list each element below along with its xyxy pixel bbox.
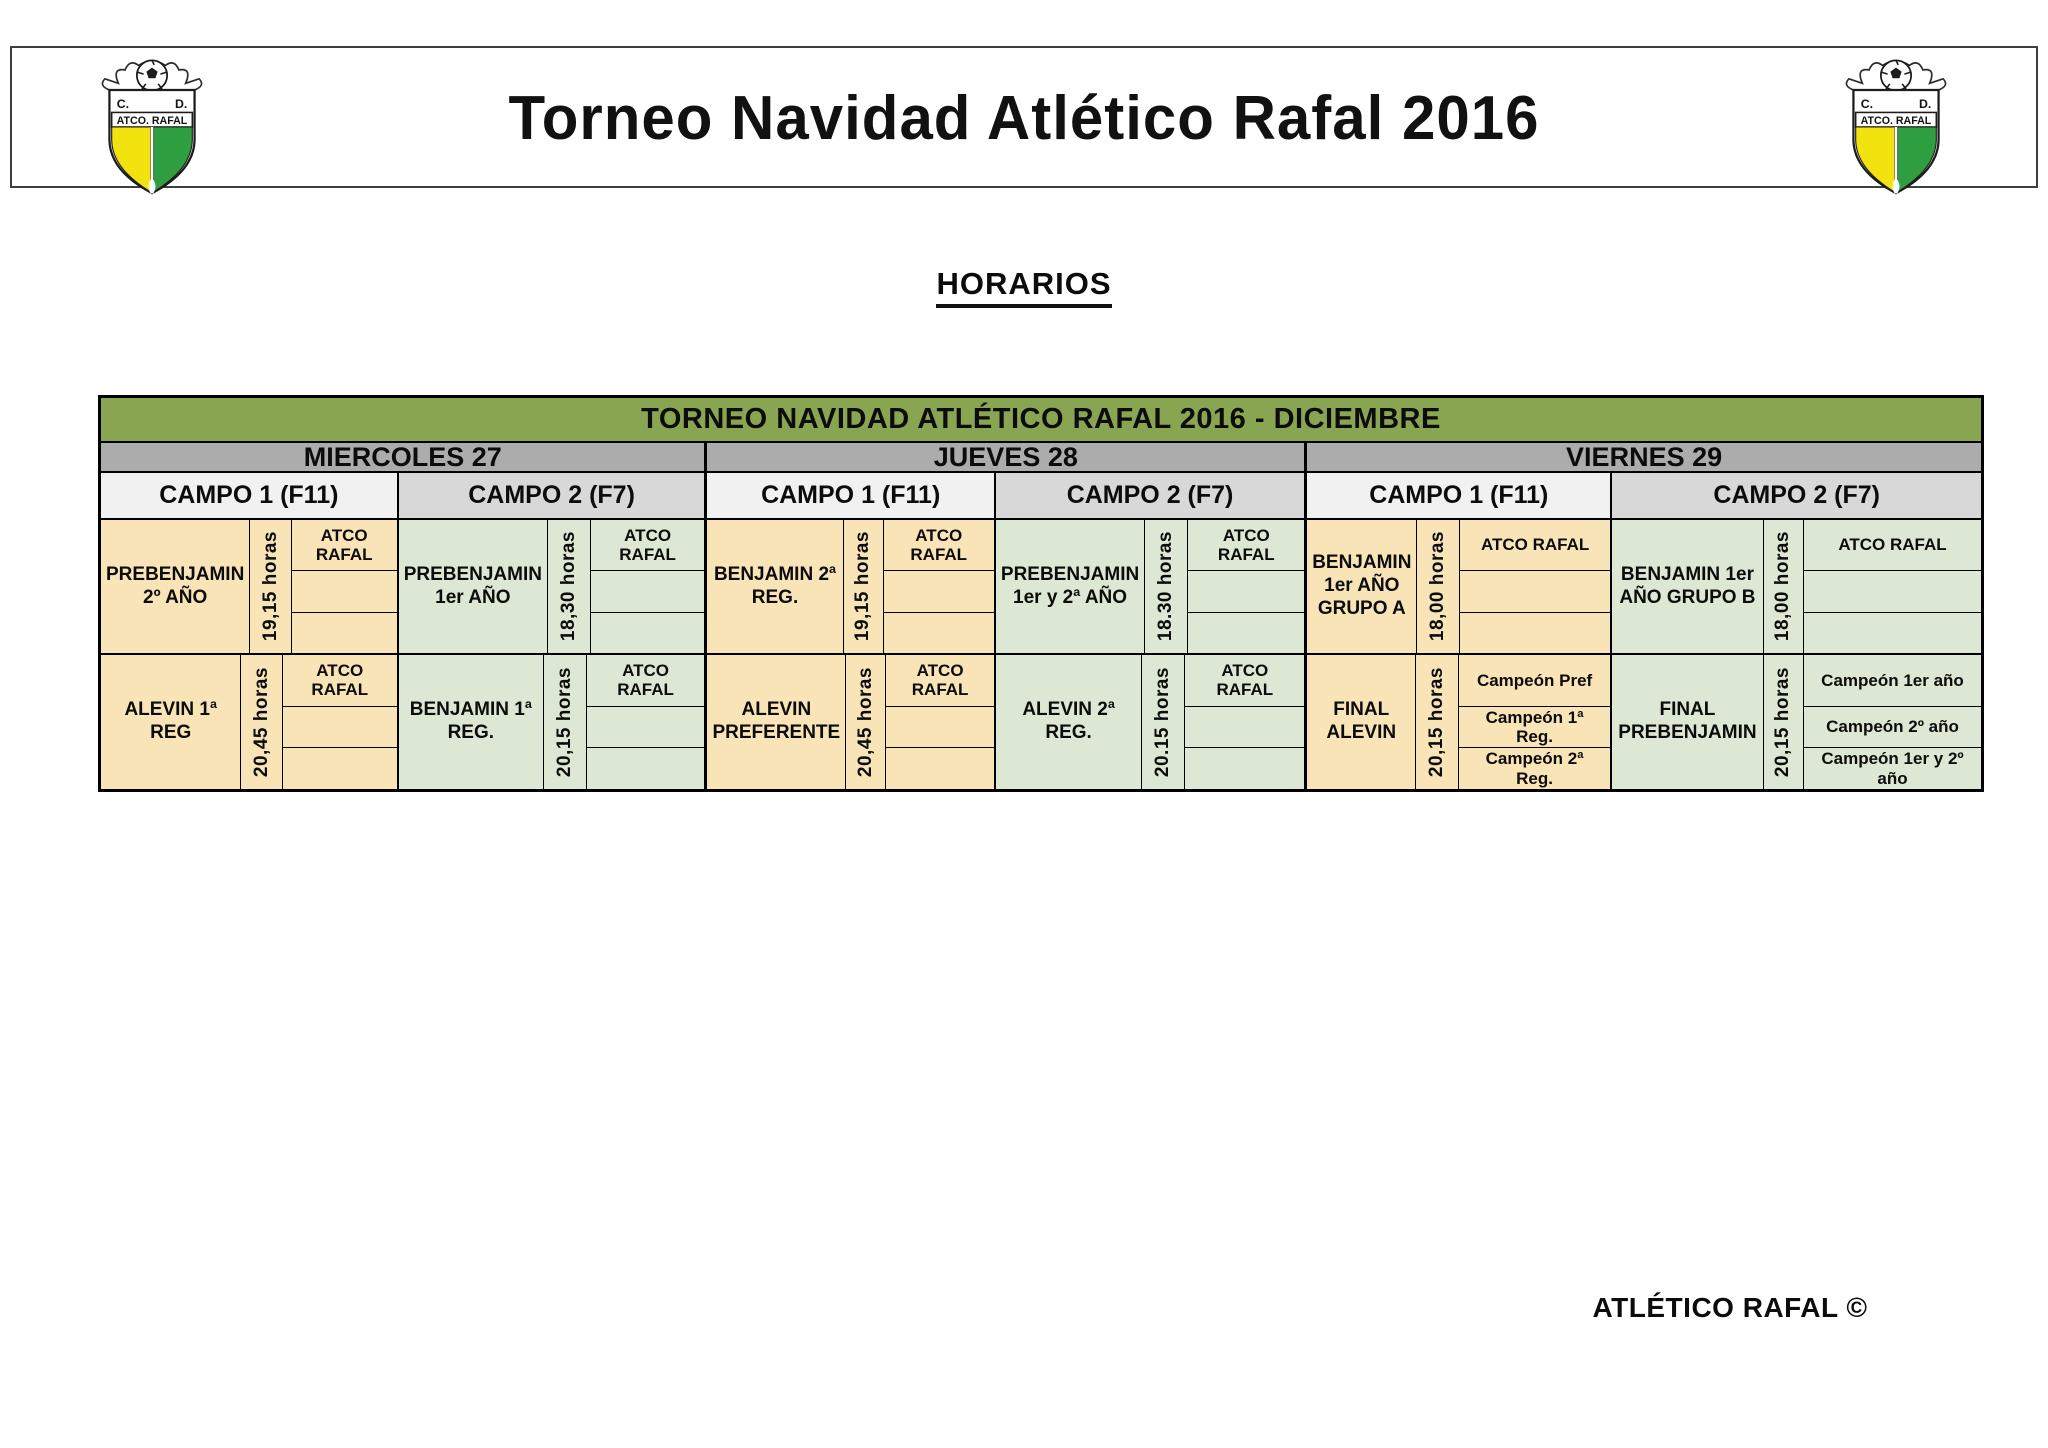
team-slot: ATCO RAFAL <box>1804 520 1981 571</box>
campo-1-block <box>1307 473 1610 789</box>
team-slot <box>1188 613 1304 653</box>
day-column-miercoles <box>101 443 704 789</box>
time-cell: 20,15 horas <box>1764 655 1805 789</box>
team-slot <box>587 748 705 789</box>
team-slot: ATCO RAFAL <box>591 520 705 571</box>
team-slot <box>884 613 994 653</box>
team-slot: ATCO RAFAL <box>1185 655 1304 707</box>
time-cell: 20.15 horas <box>1142 655 1185 789</box>
category-cell: BENJAMIN 1er AÑO GRUPO B <box>1612 520 1763 653</box>
section-heading-wrap <box>0 266 2048 308</box>
campo-2-block <box>994 473 1304 789</box>
crest-letter-c: C. <box>1860 96 1874 111</box>
team-slot <box>587 707 705 749</box>
team-slot <box>1804 571 1981 612</box>
team-slot: Campeón 1er año <box>1804 655 1981 707</box>
category-cell: BENJAMIN 2ª REG. <box>707 520 843 653</box>
team-slot: Campeón 2º año <box>1804 707 1981 749</box>
team-slot: ATCO RAFAL <box>1188 520 1304 571</box>
team-slot <box>292 613 397 653</box>
time-cell: 18.30 horas <box>1145 520 1188 653</box>
campo-1-block <box>101 473 397 789</box>
crest-letter-d: D. <box>1918 96 1932 111</box>
campo-2-block <box>397 473 705 789</box>
team-slot: ATCO RAFAL <box>884 520 994 571</box>
crest-banner-text: ATCO. RAFAL <box>1860 115 1932 128</box>
team-slot <box>591 571 705 612</box>
team-slot: ATCO RAFAL <box>283 655 397 707</box>
category-cell: FINAL PREBENJAMIN <box>1612 655 1763 789</box>
category-cell: BENJAMIN 1ª REG. <box>399 655 544 789</box>
team-slot <box>884 571 994 612</box>
campo-1-block <box>707 473 993 789</box>
time-cell: 18,30 horas <box>548 520 591 653</box>
category-cell: PREBENJAMIN 2º AÑO <box>101 520 250 653</box>
category-cell: ALEVIN PREFERENTE <box>707 655 846 789</box>
team-slot <box>283 707 397 749</box>
campo-header: CAMPO 1 (F11) <box>101 473 397 520</box>
day-column-jueves <box>704 443 1304 789</box>
team-slot <box>591 613 705 653</box>
campo-header: CAMPO 2 (F7) <box>996 473 1304 520</box>
day-column-viernes <box>1304 443 1981 789</box>
category-cell: PREBENJAMIN 1er y 2ª AÑO <box>996 520 1145 653</box>
schedule-table <box>98 395 1984 792</box>
table-title-bar: TORNEO NAVIDAD ATLÉTICO RAFAL 2016 - DICIEMBRE <box>101 398 1981 443</box>
team-slot: ATCO RAFAL <box>886 655 994 707</box>
time-cell: 18,00 horas <box>1417 520 1459 653</box>
time-cell: 19,15 horas <box>250 520 291 653</box>
category-cell: BENJAMIN 1er AÑO GRUPO A <box>1307 520 1417 653</box>
campo-header: CAMPO 2 (F7) <box>1612 473 1981 520</box>
campo-header: CAMPO 1 (F11) <box>1307 473 1610 520</box>
category-cell: FINAL ALEVIN <box>1307 655 1416 789</box>
team-slot: ATCO RAFAL <box>292 520 397 571</box>
day-header: JUEVES 28 <box>707 443 1304 473</box>
campo-header: CAMPO 2 (F7) <box>399 473 705 520</box>
crest-banner-text: ATCO. RAFAL <box>116 115 188 128</box>
time-cell: 19,15 horas <box>844 520 884 653</box>
time-cell: 18,00 horas <box>1764 520 1805 653</box>
team-slot: ATCO RAFAL <box>1460 520 1611 571</box>
time-cell: 20,15 horas <box>544 655 587 789</box>
day-header: VIERNES 29 <box>1307 443 1981 473</box>
team-slot <box>1460 571 1611 612</box>
team-slot: ATCO RAFAL <box>587 655 705 707</box>
schedule-heading: HORARIOS <box>936 266 1111 308</box>
team-slot <box>1188 571 1304 612</box>
team-slot <box>283 748 397 789</box>
team-slot: Campeón 1ª Reg. <box>1459 707 1611 749</box>
team-slot: Campeón 1er y 2º año <box>1804 748 1981 789</box>
team-slot <box>1185 707 1304 749</box>
team-slot: Campeón Pref <box>1459 655 1611 707</box>
campo-header: CAMPO 1 (F11) <box>707 473 993 520</box>
crest-letter-c: C. <box>116 96 130 111</box>
day-header: MIERCOLES 27 <box>101 443 704 473</box>
time-cell: 20,45 horas <box>846 655 886 789</box>
campo-2-block <box>1610 473 1981 789</box>
copyright-text: ATLÉTICO RAFAL © <box>1592 1292 1868 1323</box>
crest-letter-d: D. <box>174 96 188 111</box>
team-slot: Campeón 2ª Reg. <box>1459 748 1611 789</box>
team-slot <box>1804 613 1981 653</box>
team-slot <box>886 707 994 749</box>
time-cell: 20,45 horas <box>241 655 282 789</box>
page-title: Torneo Navidad Atlético Rafal 2016 <box>508 82 1540 152</box>
category-cell: ALEVIN 1ª REG <box>101 655 241 789</box>
time-cell: 20,15 horas <box>1416 655 1458 789</box>
club-crest-icon <box>1840 56 1952 198</box>
team-slot <box>886 748 994 789</box>
header-banner <box>10 46 2038 188</box>
team-slot <box>1460 613 1611 653</box>
team-slot <box>1185 748 1304 789</box>
team-slot <box>292 571 397 612</box>
club-crest-icon <box>96 56 208 198</box>
category-cell: ALEVIN 2ª REG. <box>996 655 1142 789</box>
category-cell: PREBENJAMIN 1er AÑO <box>399 520 548 653</box>
